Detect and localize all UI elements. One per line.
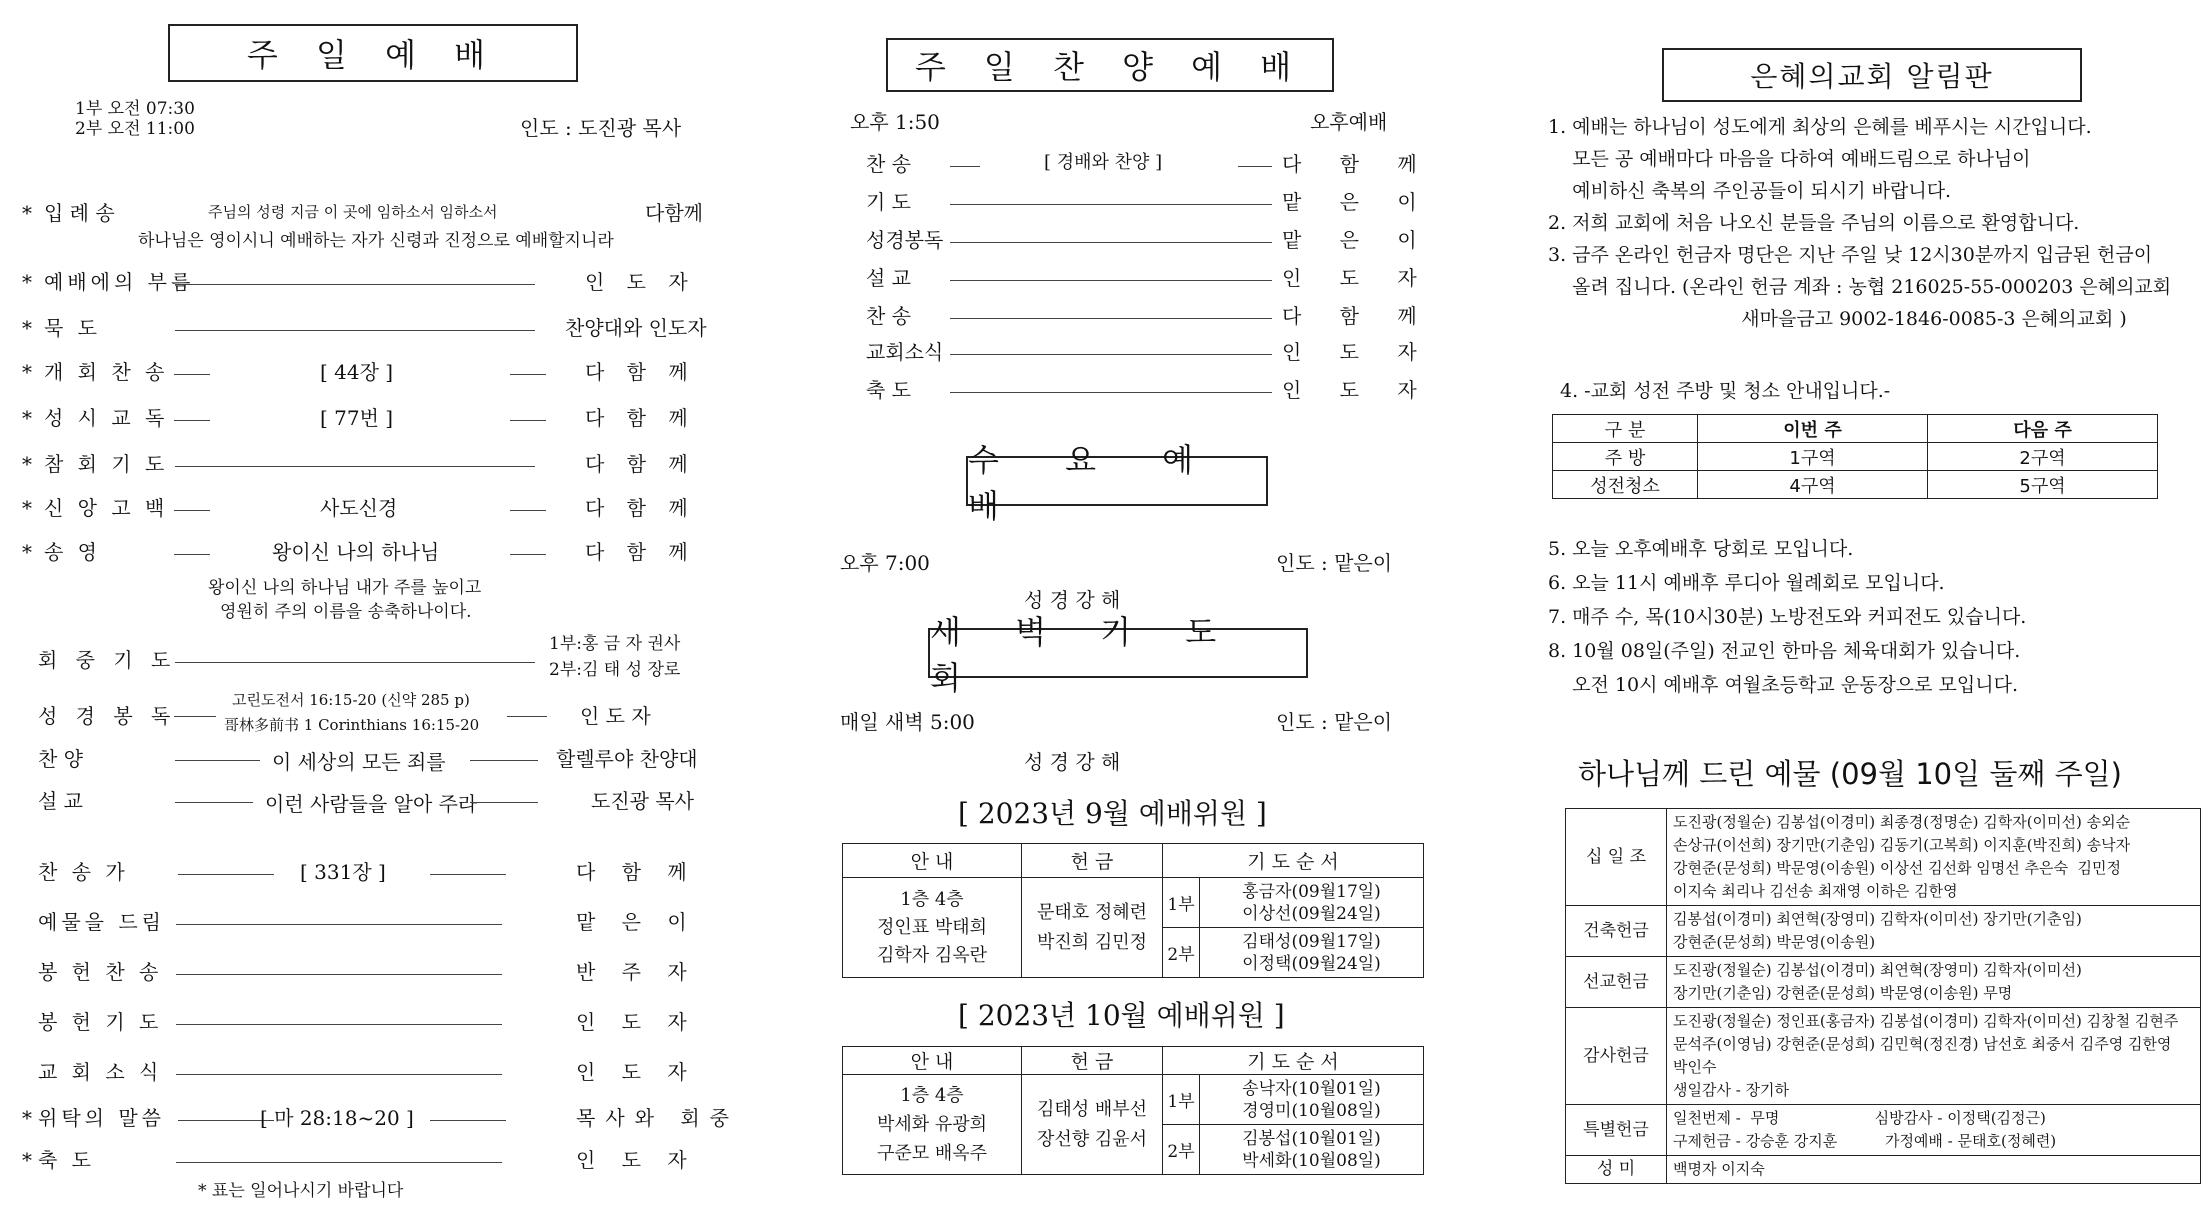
notice-line: 8. 10월 08일(주일) 전교인 한마음 체육대회가 있습니다.: [1548, 640, 2021, 662]
prayer-part: 2부: [1163, 928, 1200, 978]
star-mark: *: [22, 316, 32, 340]
leader-line: [175, 466, 535, 467]
offering-line: 문석주(이영님) 강현준(문성희) 김민혁(정진경) 남선호 최중서 김주영 김한영: [1673, 1035, 2172, 1053]
offering-line: 장기만(기춘임) 강현준(문성희) 박문영(이송원) 무명: [1673, 984, 2013, 1002]
header-offering: 헌 금: [1022, 1047, 1163, 1075]
doxology-line-2: 영원히 주의 이름을 송축하나이다.: [220, 602, 472, 622]
october-committee-table: [842, 1046, 1424, 1175]
guide-line: 구준모 배옥주: [876, 1143, 988, 1164]
header-prayer: 기 도 순 서: [1163, 1047, 1424, 1075]
standing-footnote: * 표는 일어나시기 바랍니다: [198, 1181, 404, 1201]
offerings-title: 하나님께 드린 예물 (09월 10일 둘째 주일): [1578, 757, 2122, 791]
cell: 2구역: [1928, 443, 2158, 471]
prayer-name: 홍금자(09월17일): [1242, 881, 1381, 902]
row-who: 맡 은 이: [1282, 190, 1433, 214]
row-label: 입 례 송: [44, 201, 115, 225]
row-who: 다 함 께: [585, 360, 696, 384]
row-who: 찬양대와 인도자: [565, 316, 707, 340]
row-who: 다 함 께: [585, 496, 696, 520]
leader-line: [176, 1024, 502, 1025]
header-offering: 헌 금: [1022, 844, 1163, 878]
row-who: 다 함 께: [1282, 152, 1433, 176]
sermon-title: 이런 사람들을 알아 주라: [265, 792, 478, 816]
prayer-names: [1200, 1075, 1424, 1125]
wednesday-bible-study: 성 경 강 해: [1024, 588, 1121, 612]
leader-line: [510, 510, 546, 511]
doxology-line-1: 왕이신 나의 하나님 내가 주를 높이고: [208, 578, 482, 598]
notice-line: 2. 저희 교회에 처음 나오신 분들을 주님의 이름으로 환영합니다.: [1548, 212, 2080, 234]
star-mark: *: [22, 270, 32, 294]
star-mark: *: [22, 540, 32, 564]
leader-line: [174, 554, 210, 555]
cell: 1구역: [1698, 443, 1928, 471]
opening-verse: 하나님은 영이시니 예배하는 자가 신령과 진정으로 예배할지니라: [138, 231, 614, 251]
star-mark: *: [22, 1148, 32, 1172]
prayer-names: [1200, 878, 1424, 928]
guide-line: 김학자 김옥란: [876, 944, 988, 966]
offering-names: [1667, 906, 2201, 957]
worship-leader: 인도 : 도진광 목사: [520, 116, 682, 140]
row-who: 인 도 자: [576, 1010, 697, 1034]
offering-line: 강현준(문성희) 박문영(이송원) 이상선 김선화 임명선 추은숙 김민정: [1673, 859, 2122, 877]
dawn-leader: 인도 : 맡은이: [1276, 710, 1393, 734]
guide-line: 1층 4층: [900, 1085, 964, 1106]
cell: 5구역: [1928, 471, 2158, 499]
prayer-part2: 2부:김 태 성 장로: [549, 660, 681, 680]
row-who: 다 함 께: [585, 540, 696, 564]
offering-line: 김봉섭(이경미) 최연혁(장영미) 김학자(이미선) 장기만(기춘임): [1673, 910, 2082, 928]
row-label: 찬 송: [866, 304, 911, 328]
row-label: 축 도: [38, 1148, 95, 1172]
offering-line: 손상규(이선희) 장기만(기춘임) 김동기(고복희) 이지훈(박진희) 송낙자: [1673, 836, 2131, 854]
row-label: 교회소식: [866, 340, 944, 364]
service-time-2: 2부 오전 11:00: [75, 119, 195, 139]
offering-type: 성 미: [1566, 1156, 1667, 1184]
row-detail: 사도신경: [320, 496, 398, 520]
leader-line: [176, 924, 502, 925]
sunday-worship-title: 주 일 예 배: [168, 24, 578, 82]
row-detail: [ 44장 ]: [320, 360, 394, 384]
row-label: 회 중 기 도: [38, 648, 177, 672]
table-row: [1566, 1105, 2201, 1156]
cell: 주 방: [1553, 443, 1698, 471]
afternoon-time: 오후 1:50: [850, 110, 940, 134]
offering-line: 도진광(정월순) 김봉섭(이경미) 최종경(정명순) 김학자(이미선) 송외순: [1673, 813, 2131, 831]
star-mark: *: [22, 406, 32, 430]
notice-line: 올려 집니다. (온라인 헌금 계좌 : 농협 216025-55-000203 은혜의교회: [1548, 276, 2172, 298]
offering-names: [1667, 1008, 2201, 1105]
leader-line: [950, 166, 980, 167]
afternoon-service-name: 오후예배: [1310, 110, 1388, 134]
row-who: 다 함 께: [1282, 304, 1433, 328]
opening-song: 주님의 성령 지금 이 곳에 임하소서 임하소서: [208, 203, 498, 221]
offering-type: 선교헌금: [1566, 957, 1667, 1008]
row-who: 할렐루야 찬양대: [556, 747, 698, 771]
offering-line: 강현준(문성희) 박문영(이송원): [1673, 933, 1876, 951]
row-label: 찬 양: [38, 747, 83, 771]
leader-line: [175, 662, 535, 663]
leader-line: [470, 760, 538, 761]
header-category: 구 분: [1553, 415, 1698, 443]
leader-line: [176, 1074, 502, 1075]
star-mark: *: [22, 201, 32, 225]
notice-line: 모든 공 예배마다 마음을 다하여 예배드림으로 하나님이: [1548, 148, 2031, 170]
leader-line: [175, 284, 535, 285]
offering-line: 박인수: [1673, 1058, 1717, 1076]
leader-line: [430, 1120, 506, 1121]
row-label: 위탁의 말씀: [38, 1106, 165, 1130]
offering-line: 일천번제 - 무명 심방감사 - 이정택(김정근): [1673, 1109, 2046, 1127]
star-mark: *: [22, 452, 32, 476]
dawn-bible-study: 성 경 강 해: [1024, 750, 1121, 774]
wednesday-worship-title: 수 요 예 배: [966, 456, 1268, 506]
dawn-time: 매일 새벽 5:00: [840, 710, 975, 734]
row-detail: [ 331장 ]: [300, 860, 386, 884]
table-row: [1553, 443, 2158, 471]
september-committee-title: [ 2023년 9월 예배위원 ]: [958, 797, 1267, 830]
guide-cell: [843, 1075, 1022, 1175]
row-label: 설 교: [866, 266, 911, 290]
row-who: 인 도 자: [585, 270, 696, 294]
guide-line: 박세화 유광희: [876, 1114, 988, 1135]
guide-line: 정인표 박태희: [876, 916, 988, 938]
offering-type: 감사헌금: [1566, 1008, 1667, 1105]
row-label: 봉 헌 찬 송: [38, 960, 163, 984]
guide-cell: [843, 878, 1022, 978]
row-who: 맡 은 이: [1282, 228, 1433, 252]
offering-type: 건축헌금: [1566, 906, 1667, 957]
row-who: 다 함 께: [585, 452, 696, 476]
table-row: [1553, 471, 2158, 499]
cell: 성전청소: [1553, 471, 1698, 499]
offering-line: 김태성 배부선: [1036, 1098, 1148, 1120]
row-who: 인 도 자: [1282, 340, 1433, 364]
leader-line: [470, 802, 538, 803]
offering-names: [1667, 1105, 2201, 1156]
row-label: 송 영: [44, 540, 101, 564]
prayer-part: 2부: [1163, 1125, 1200, 1175]
header-this-week: 이번 주: [1698, 415, 1928, 443]
offerings-table: [1565, 808, 2201, 1184]
row-label: 성경봉독: [866, 228, 944, 252]
leader-line: [174, 510, 210, 511]
afternoon-worship-title: 주 일 찬 양 예 배: [886, 38, 1334, 92]
offering-line: 문태호 정혜련: [1036, 901, 1148, 923]
row-detail: 왕이신 나의 하나님: [272, 540, 440, 564]
offering-line: 박진희 김민정: [1036, 931, 1148, 953]
star-mark: *: [22, 360, 32, 384]
row-who: 인 도 자: [576, 1148, 697, 1172]
prayer-name: 김봉섭(10월01일): [1242, 1128, 1381, 1149]
wednesday-time: 오후 7:00: [840, 551, 930, 575]
offering-line: 장선향 김윤서: [1036, 1128, 1148, 1150]
leader-line: [174, 420, 210, 421]
table-row: [1566, 1156, 2201, 1184]
row-label: 기 도: [866, 190, 911, 214]
offering-cell: [1022, 1075, 1163, 1175]
scripture-ref-2: 哥林多前书 1 Corinthians 16:15-20: [224, 716, 480, 734]
row-label: 찬 송: [866, 152, 911, 176]
row-label: 참 회 기 도: [44, 452, 169, 476]
prayer-name: 박세화(10월08일): [1242, 1150, 1381, 1171]
leader-line: [175, 330, 535, 331]
prayer-name: 이정택(09월24일): [1242, 953, 1381, 974]
cleaning-schedule-table: [1552, 414, 2158, 499]
cell: 4구역: [1698, 471, 1928, 499]
header-guide: 안 내: [843, 1047, 1022, 1075]
notice-4: 4. -교회 성전 주방 및 청소 안내입니다.-: [1560, 380, 1891, 402]
row-who: 다 함 께: [585, 406, 696, 430]
leader-line: [178, 874, 274, 875]
row-label: 예물을 드림: [38, 910, 165, 934]
row-who: 다 함 께: [576, 860, 697, 884]
leader-line: [510, 374, 546, 375]
leader-line: [176, 974, 502, 975]
row-who: 인 도 자: [1282, 378, 1433, 402]
row-who: 맡 은 이: [576, 910, 697, 934]
prayer-part: 1부: [1163, 1075, 1200, 1125]
row-who: 다함께: [645, 201, 703, 225]
notice-line: 새마을금고 9002-1846-0085-3 은혜의교회 ): [1548, 308, 2127, 330]
offering-type: 십 일 조: [1566, 809, 1667, 906]
offering-names: [1667, 957, 2201, 1008]
dawn-prayer-title: 새 벽 기 도 회: [928, 628, 1308, 678]
october-committee-title: [ 2023년 10월 예배위원 ]: [958, 999, 1285, 1032]
row-label: 설 교: [38, 789, 83, 813]
offering-line: 생일감사 - 장기하: [1673, 1081, 1790, 1099]
notice-line: 예비하신 축복의 주인공들이 되시기 바랍니다.: [1548, 180, 1952, 202]
notice-line: 6. 오늘 11시 예배후 루디아 월례회로 모입니다.: [1548, 572, 1945, 594]
offering-line: 백명자 이지숙: [1673, 1160, 1765, 1178]
header-guide: 안 내: [843, 844, 1022, 878]
notice-line: 5. 오늘 오후예배후 당회로 모입니다.: [1548, 538, 1854, 560]
notice-line: 7. 매주 수, 목(10시30분) 노방전도와 커피전도 있습니다.: [1548, 606, 2027, 628]
offering-type: 특별헌금: [1566, 1105, 1667, 1156]
scripture-ref-1: 고린도전서 16:15-20 (신약 285 p): [232, 691, 470, 709]
offering-names: [1667, 1156, 2201, 1184]
leader-line: [510, 554, 546, 555]
anthem-title: 이 세상의 모든 죄를: [272, 750, 446, 774]
prayer-name: 이상선(09월24일): [1242, 903, 1381, 924]
leader-line: [510, 420, 546, 421]
prayer-name: 김태성(09월17일): [1242, 931, 1381, 952]
prayer-names: [1200, 928, 1424, 978]
leader-line: [175, 760, 260, 761]
star-mark: *: [22, 496, 32, 520]
row-label: 찬 송 가: [38, 860, 129, 884]
notice-line: 1. 예배는 하나님이 성도에게 최상의 은혜를 베푸시는 시간입니다.: [1548, 116, 2092, 138]
prayer-names: [1200, 1125, 1424, 1175]
offering-line: 이지숙 최리나 김선송 최재영 이하은 김한영: [1673, 882, 1958, 900]
notice-line: 오전 10시 예배후 여월초등학교 운동장으로 모입니다.: [1548, 674, 2019, 696]
service-time-1: 1부 오전 07:30: [75, 99, 195, 119]
row-label: 성 시 교 독: [44, 406, 169, 430]
row-who: 인 도 자: [1282, 266, 1433, 290]
wednesday-leader: 인도 : 맡은이: [1276, 551, 1393, 575]
row-who: 인 도 자: [576, 1060, 697, 1084]
offering-names: [1667, 809, 2201, 906]
table-row: [1566, 1008, 2201, 1105]
leader-line: [950, 204, 1272, 205]
notice-line: 3. 금주 온라인 헌금자 명단은 지난 주일 낮 12시30분까지 입금된 헌금이: [1548, 244, 2153, 266]
row-who: 도진광 목사: [591, 789, 694, 813]
row-who: 인 도 자: [580, 704, 651, 728]
offering-line: 구제헌금 - 강승훈 강지훈 가정예배 - 문태호(정혜련): [1673, 1132, 2057, 1150]
leader-line: [174, 374, 210, 375]
offering-cell: [1022, 878, 1163, 978]
row-who: 반 주 자: [576, 960, 697, 984]
prayer-part1: 1부:홍 금 자 권사: [549, 634, 681, 654]
leader-line: [1238, 166, 1272, 167]
guide-line: 1층 4층: [900, 888, 964, 910]
prayer-name: 송낙자(10월01일): [1242, 1078, 1381, 1099]
row-label: 신 앙 고 백: [44, 496, 169, 520]
row-label: 축 도: [866, 378, 911, 402]
bulletin-board-title: 은혜의교회 알림판: [1662, 48, 2082, 102]
leader-line: [950, 280, 1272, 281]
leader-line: [507, 716, 547, 717]
september-committee-table: [842, 843, 1424, 978]
row-label: 개 회 찬 송: [44, 360, 169, 384]
row-who: 목사와 회중: [576, 1106, 739, 1130]
table-row: [1566, 809, 2201, 906]
row-label: 봉 헌 기 도: [38, 1010, 163, 1034]
star-mark: *: [22, 1106, 32, 1130]
row-label: 교 회 소 식: [38, 1060, 163, 1084]
leader-line: [950, 242, 1272, 243]
table-row: [1566, 957, 2201, 1008]
offering-line: 도진광(정월순) 김봉섭(이경미) 최연혁(장영미) 김학자(이미선): [1673, 961, 2082, 979]
row-detail: [ 77번 ]: [320, 406, 394, 430]
row-detail: [ 마 28:18~20 ]: [260, 1106, 414, 1130]
row-detail: [ 경배와 찬양 ]: [1044, 152, 1163, 173]
leader-line: [174, 716, 216, 717]
leader-line: [950, 392, 1272, 393]
leader-line: [176, 1162, 502, 1163]
offering-line: 도진광(정월순) 정인표(홍금자) 김봉섭(이경미) 김학자(이미선) 김창철 김현주: [1673, 1012, 2179, 1030]
header-next-week: 다음 주: [1928, 415, 2158, 443]
leader-line: [950, 318, 1272, 319]
leader-line: [950, 354, 1272, 355]
row-label: 묵 도: [44, 316, 101, 340]
row-label: 성 경 봉 독: [38, 704, 177, 728]
header-prayer: 기 도 순 서: [1163, 844, 1424, 878]
leader-line: [175, 802, 253, 803]
prayer-part: 1부: [1163, 878, 1200, 928]
row-label: 예배에의 부름: [44, 270, 195, 294]
leader-line: [430, 874, 506, 875]
table-row: [1566, 906, 2201, 957]
prayer-name: 경영미(10월08일): [1242, 1100, 1381, 1121]
